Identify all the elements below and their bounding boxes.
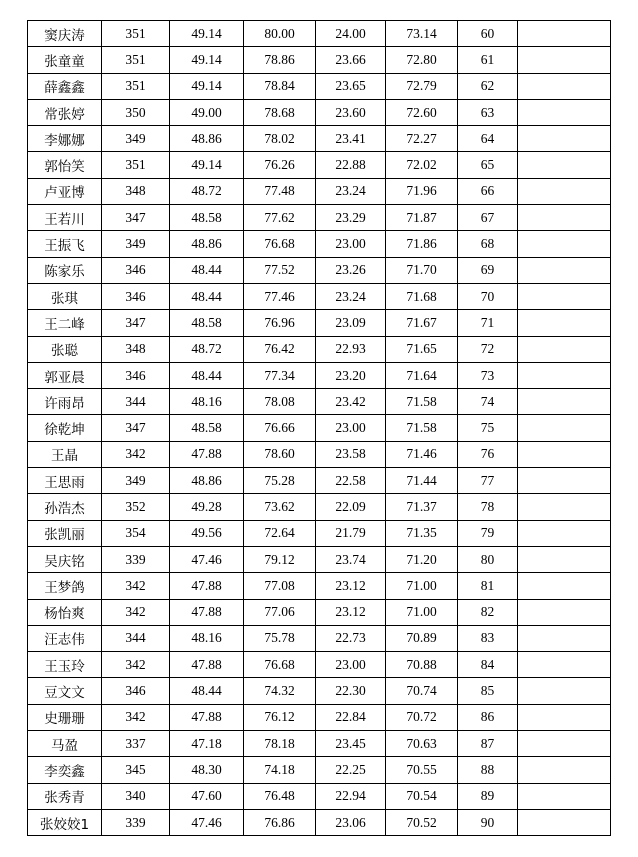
- composite-score-cell: 73.14: [386, 21, 458, 47]
- candidate-name-cell: 王二峰: [28, 310, 102, 336]
- weighted-written-score-cell: 48.58: [170, 310, 244, 336]
- composite-score-cell: 70.88: [386, 652, 458, 678]
- interview-score-cell: 78.86: [244, 47, 316, 73]
- composite-score-cell: 71.20: [386, 546, 458, 572]
- composite-score-cell: 72.79: [386, 73, 458, 99]
- weighted-interview-score-cell: 23.66: [316, 47, 386, 73]
- written-total-cell: 349: [102, 231, 170, 257]
- table-row: [28, 546, 611, 572]
- weighted-interview-score-cell: 23.58: [316, 441, 386, 467]
- rank-cell: 75: [458, 415, 518, 441]
- written-total-cell: 345: [102, 757, 170, 783]
- composite-score-cell: 70.52: [386, 809, 458, 835]
- weighted-interview-score-cell: 23.26: [316, 257, 386, 283]
- rank-cell: 74: [458, 389, 518, 415]
- remark-cell: [518, 573, 611, 599]
- remark-cell: [518, 468, 611, 494]
- candidate-name-cell: 窦庆涛: [28, 21, 102, 47]
- weighted-written-score-cell: 48.44: [170, 257, 244, 283]
- composite-score-cell: 70.55: [386, 757, 458, 783]
- weighted-interview-score-cell: 22.30: [316, 678, 386, 704]
- weighted-interview-score-cell: 22.94: [316, 783, 386, 809]
- rank-cell: 90: [458, 809, 518, 835]
- rank-cell: 66: [458, 178, 518, 204]
- interview-score-cell: 78.18: [244, 731, 316, 757]
- candidate-name-cell: 常张婷: [28, 99, 102, 125]
- rank-cell: 70: [458, 283, 518, 309]
- table-row: [28, 310, 611, 336]
- rank-cell: 85: [458, 678, 518, 704]
- composite-score-cell: 70.63: [386, 731, 458, 757]
- rank-cell: 82: [458, 599, 518, 625]
- weighted-written-score-cell: 49.00: [170, 99, 244, 125]
- remark-cell: [518, 152, 611, 178]
- candidate-name-cell: 汪志伟: [28, 625, 102, 651]
- table-row: [28, 599, 611, 625]
- candidate-name-cell: 李娜娜: [28, 126, 102, 152]
- composite-score-cell: 71.46: [386, 441, 458, 467]
- table-row: [28, 573, 611, 599]
- rank-cell: 71: [458, 310, 518, 336]
- remark-cell: [518, 126, 611, 152]
- candidate-name-cell: 孙浩杰: [28, 494, 102, 520]
- remark-cell: [518, 205, 611, 231]
- written-total-cell: 339: [102, 809, 170, 835]
- rank-cell: 73: [458, 362, 518, 388]
- composite-score-cell: 70.72: [386, 704, 458, 730]
- remark-cell: [518, 283, 611, 309]
- composite-score-cell: 71.00: [386, 573, 458, 599]
- weighted-written-score-cell: 48.72: [170, 336, 244, 362]
- weighted-written-score-cell: 47.88: [170, 652, 244, 678]
- table-row: [28, 783, 611, 809]
- written-total-cell: 342: [102, 652, 170, 678]
- interview-score-cell: 76.42: [244, 336, 316, 362]
- composite-score-cell: 72.80: [386, 47, 458, 73]
- written-total-cell: 344: [102, 625, 170, 651]
- written-total-cell: 351: [102, 73, 170, 99]
- composite-score-cell: 70.54: [386, 783, 458, 809]
- weighted-written-score-cell: 49.14: [170, 73, 244, 99]
- weighted-written-score-cell: 47.46: [170, 809, 244, 835]
- rank-cell: 89: [458, 783, 518, 809]
- weighted-written-score-cell: 49.14: [170, 152, 244, 178]
- candidate-name-cell: 王晶: [28, 441, 102, 467]
- weighted-interview-score-cell: 23.29: [316, 205, 386, 231]
- table-row: [28, 652, 611, 678]
- interview-score-cell: 77.48: [244, 178, 316, 204]
- rank-cell: 60: [458, 21, 518, 47]
- written-total-cell: 349: [102, 126, 170, 152]
- interview-score-cell: 74.32: [244, 678, 316, 704]
- rank-cell: 81: [458, 573, 518, 599]
- table-row: [28, 21, 611, 47]
- interview-score-cell: 77.06: [244, 599, 316, 625]
- remark-cell: [518, 310, 611, 336]
- composite-score-cell: 71.65: [386, 336, 458, 362]
- table-row: [28, 205, 611, 231]
- interview-score-cell: 78.08: [244, 389, 316, 415]
- weighted-interview-score-cell: 23.41: [316, 126, 386, 152]
- table-row: [28, 520, 611, 546]
- rank-cell: 79: [458, 520, 518, 546]
- rank-cell: 67: [458, 205, 518, 231]
- score-table: [27, 20, 611, 836]
- rank-cell: 63: [458, 99, 518, 125]
- remark-cell: [518, 257, 611, 283]
- rank-cell: 61: [458, 47, 518, 73]
- composite-score-cell: 71.64: [386, 362, 458, 388]
- table-row: [28, 336, 611, 362]
- weighted-interview-score-cell: 23.24: [316, 178, 386, 204]
- candidate-name-cell: 张秀青: [28, 783, 102, 809]
- written-total-cell: 348: [102, 178, 170, 204]
- remark-cell: [518, 415, 611, 441]
- rank-cell: 88: [458, 757, 518, 783]
- weighted-written-score-cell: 47.60: [170, 783, 244, 809]
- weighted-written-score-cell: 49.28: [170, 494, 244, 520]
- composite-score-cell: 71.35: [386, 520, 458, 546]
- weighted-written-score-cell: 49.14: [170, 21, 244, 47]
- candidate-name-cell: 郭亚晨: [28, 362, 102, 388]
- written-total-cell: 342: [102, 599, 170, 625]
- table-row: [28, 257, 611, 283]
- interview-score-cell: 80.00: [244, 21, 316, 47]
- weighted-interview-score-cell: 23.20: [316, 362, 386, 388]
- weighted-written-score-cell: 47.88: [170, 704, 244, 730]
- written-total-cell: 346: [102, 362, 170, 388]
- interview-score-cell: 76.96: [244, 310, 316, 336]
- rank-cell: 80: [458, 546, 518, 572]
- candidate-name-cell: 豆文文: [28, 678, 102, 704]
- written-total-cell: 349: [102, 468, 170, 494]
- remark-cell: [518, 783, 611, 809]
- remark-cell: [518, 231, 611, 257]
- weighted-interview-score-cell: 23.74: [316, 546, 386, 572]
- composite-score-cell: 70.89: [386, 625, 458, 651]
- remark-cell: [518, 178, 611, 204]
- rank-cell: 76: [458, 441, 518, 467]
- table-row: [28, 389, 611, 415]
- rank-cell: 65: [458, 152, 518, 178]
- composite-score-cell: 72.02: [386, 152, 458, 178]
- table-row: [28, 152, 611, 178]
- composite-score-cell: 72.60: [386, 99, 458, 125]
- weighted-interview-score-cell: 23.45: [316, 731, 386, 757]
- interview-score-cell: 78.84: [244, 73, 316, 99]
- composite-score-cell: 71.70: [386, 257, 458, 283]
- composite-score-cell: 71.68: [386, 283, 458, 309]
- weighted-written-score-cell: 49.14: [170, 47, 244, 73]
- interview-score-cell: 77.08: [244, 573, 316, 599]
- candidate-name-cell: 王玉玲: [28, 652, 102, 678]
- remark-cell: [518, 494, 611, 520]
- weighted-written-score-cell: 49.56: [170, 520, 244, 546]
- written-total-cell: 340: [102, 783, 170, 809]
- table-row: [28, 494, 611, 520]
- interview-score-cell: 76.66: [244, 415, 316, 441]
- table-row: [28, 178, 611, 204]
- interview-score-cell: 72.64: [244, 520, 316, 546]
- weighted-written-score-cell: 48.58: [170, 415, 244, 441]
- remark-cell: [518, 21, 611, 47]
- weighted-interview-score-cell: 23.09: [316, 310, 386, 336]
- table-row: [28, 126, 611, 152]
- weighted-written-score-cell: 47.18: [170, 731, 244, 757]
- written-total-cell: 342: [102, 704, 170, 730]
- weighted-written-score-cell: 48.72: [170, 178, 244, 204]
- candidate-name-cell: 张琪: [28, 283, 102, 309]
- interview-score-cell: 78.02: [244, 126, 316, 152]
- rank-cell: 68: [458, 231, 518, 257]
- table-row: [28, 47, 611, 73]
- written-total-cell: 348: [102, 336, 170, 362]
- written-total-cell: 347: [102, 310, 170, 336]
- remark-cell: [518, 599, 611, 625]
- rank-cell: 84: [458, 652, 518, 678]
- interview-score-cell: 76.26: [244, 152, 316, 178]
- candidate-name-cell: 卢亚博: [28, 178, 102, 204]
- written-total-cell: 339: [102, 546, 170, 572]
- remark-cell: [518, 678, 611, 704]
- weighted-written-score-cell: 48.30: [170, 757, 244, 783]
- composite-score-cell: 71.00: [386, 599, 458, 625]
- candidate-name-cell: 王若川: [28, 205, 102, 231]
- candidate-name-cell: 薛鑫鑫: [28, 73, 102, 99]
- table-row: [28, 704, 611, 730]
- candidate-name-cell: 王思雨: [28, 468, 102, 494]
- written-total-cell: 342: [102, 573, 170, 599]
- candidate-name-cell: 吴庆铭: [28, 546, 102, 572]
- interview-score-cell: 74.18: [244, 757, 316, 783]
- remark-cell: [518, 652, 611, 678]
- rank-cell: 86: [458, 704, 518, 730]
- written-total-cell: 346: [102, 678, 170, 704]
- table-row: [28, 757, 611, 783]
- table-row: [28, 362, 611, 388]
- written-total-cell: 352: [102, 494, 170, 520]
- composite-score-cell: 71.96: [386, 178, 458, 204]
- interview-score-cell: 76.48: [244, 783, 316, 809]
- weighted-interview-score-cell: 23.65: [316, 73, 386, 99]
- weighted-interview-score-cell: 23.00: [316, 231, 386, 257]
- table-body: [28, 21, 611, 836]
- remark-cell: [518, 625, 611, 651]
- rank-cell: 83: [458, 625, 518, 651]
- written-total-cell: 342: [102, 441, 170, 467]
- interview-score-cell: 78.60: [244, 441, 316, 467]
- interview-score-cell: 76.68: [244, 652, 316, 678]
- weighted-written-score-cell: 47.88: [170, 441, 244, 467]
- table-row: [28, 731, 611, 757]
- candidate-name-cell: 张姣姣1: [28, 809, 102, 835]
- weighted-written-score-cell: 48.86: [170, 231, 244, 257]
- candidate-name-cell: 杨怡爽: [28, 599, 102, 625]
- candidate-name-cell: 许雨昂: [28, 389, 102, 415]
- interview-score-cell: 77.34: [244, 362, 316, 388]
- weighted-interview-score-cell: 23.00: [316, 415, 386, 441]
- table-row: [28, 678, 611, 704]
- table-row: [28, 415, 611, 441]
- table-row: [28, 441, 611, 467]
- written-total-cell: 346: [102, 257, 170, 283]
- weighted-interview-score-cell: 23.12: [316, 573, 386, 599]
- candidate-name-cell: 张聪: [28, 336, 102, 362]
- remark-cell: [518, 73, 611, 99]
- written-total-cell: 354: [102, 520, 170, 546]
- rank-cell: 78: [458, 494, 518, 520]
- remark-cell: [518, 704, 611, 730]
- interview-score-cell: 79.12: [244, 546, 316, 572]
- table-row: [28, 99, 611, 125]
- weighted-interview-score-cell: 22.88: [316, 152, 386, 178]
- composite-score-cell: 71.44: [386, 468, 458, 494]
- weighted-interview-score-cell: 22.09: [316, 494, 386, 520]
- table-row: [28, 73, 611, 99]
- table-row: [28, 468, 611, 494]
- remark-cell: [518, 757, 611, 783]
- remark-cell: [518, 546, 611, 572]
- written-total-cell: 347: [102, 205, 170, 231]
- composite-score-cell: 71.58: [386, 389, 458, 415]
- candidate-name-cell: 陈家乐: [28, 257, 102, 283]
- interview-score-cell: 75.78: [244, 625, 316, 651]
- interview-score-cell: 75.28: [244, 468, 316, 494]
- remark-cell: [518, 809, 611, 835]
- weighted-interview-score-cell: 23.42: [316, 389, 386, 415]
- interview-score-cell: 77.46: [244, 283, 316, 309]
- composite-score-cell: 70.74: [386, 678, 458, 704]
- weighted-written-score-cell: 47.88: [170, 573, 244, 599]
- candidate-name-cell: 王梦鸽: [28, 573, 102, 599]
- weighted-interview-score-cell: 22.25: [316, 757, 386, 783]
- weighted-written-score-cell: 47.46: [170, 546, 244, 572]
- rank-cell: 62: [458, 73, 518, 99]
- rank-cell: 72: [458, 336, 518, 362]
- remark-cell: [518, 336, 611, 362]
- candidate-name-cell: 郭怡笑: [28, 152, 102, 178]
- weighted-interview-score-cell: 22.73: [316, 625, 386, 651]
- weighted-interview-score-cell: 23.06: [316, 809, 386, 835]
- remark-cell: [518, 389, 611, 415]
- written-total-cell: 351: [102, 152, 170, 178]
- interview-score-cell: 76.86: [244, 809, 316, 835]
- interview-score-cell: 73.62: [244, 494, 316, 520]
- written-total-cell: 344: [102, 389, 170, 415]
- table-row: [28, 625, 611, 651]
- remark-cell: [518, 731, 611, 757]
- weighted-interview-score-cell: 23.12: [316, 599, 386, 625]
- remark-cell: [518, 520, 611, 546]
- composite-score-cell: 71.58: [386, 415, 458, 441]
- interview-score-cell: 78.68: [244, 99, 316, 125]
- weighted-written-score-cell: 48.44: [170, 362, 244, 388]
- rank-cell: 87: [458, 731, 518, 757]
- written-total-cell: 346: [102, 283, 170, 309]
- candidate-name-cell: 徐乾坤: [28, 415, 102, 441]
- weighted-written-score-cell: 48.86: [170, 126, 244, 152]
- candidate-name-cell: 张童童: [28, 47, 102, 73]
- remark-cell: [518, 47, 611, 73]
- composite-score-cell: 71.37: [386, 494, 458, 520]
- weighted-interview-score-cell: 23.00: [316, 652, 386, 678]
- table-row: [28, 809, 611, 835]
- composite-score-cell: 71.86: [386, 231, 458, 257]
- rank-cell: 64: [458, 126, 518, 152]
- remark-cell: [518, 362, 611, 388]
- written-total-cell: 351: [102, 47, 170, 73]
- candidate-name-cell: 张凯丽: [28, 520, 102, 546]
- interview-score-cell: 77.62: [244, 205, 316, 231]
- weighted-interview-score-cell: 22.84: [316, 704, 386, 730]
- table-row: [28, 283, 611, 309]
- remark-cell: [518, 99, 611, 125]
- written-total-cell: 347: [102, 415, 170, 441]
- candidate-name-cell: 李奕鑫: [28, 757, 102, 783]
- weighted-interview-score-cell: 24.00: [316, 21, 386, 47]
- candidate-name-cell: 王振飞: [28, 231, 102, 257]
- table-row: [28, 231, 611, 257]
- weighted-written-score-cell: 48.44: [170, 283, 244, 309]
- weighted-written-score-cell: 48.44: [170, 678, 244, 704]
- written-total-cell: 337: [102, 731, 170, 757]
- candidate-name-cell: 马盈: [28, 731, 102, 757]
- written-total-cell: 351: [102, 21, 170, 47]
- interview-score-cell: 77.52: [244, 257, 316, 283]
- remark-cell: [518, 441, 611, 467]
- composite-score-cell: 71.87: [386, 205, 458, 231]
- weighted-interview-score-cell: 23.24: [316, 283, 386, 309]
- weighted-interview-score-cell: 21.79: [316, 520, 386, 546]
- interview-score-cell: 76.12: [244, 704, 316, 730]
- weighted-written-score-cell: 48.16: [170, 389, 244, 415]
- composite-score-cell: 72.27: [386, 126, 458, 152]
- weighted-interview-score-cell: 23.60: [316, 99, 386, 125]
- written-total-cell: 350: [102, 99, 170, 125]
- weighted-written-score-cell: 48.86: [170, 468, 244, 494]
- candidate-name-cell: 史珊珊: [28, 704, 102, 730]
- rank-cell: 77: [458, 468, 518, 494]
- rank-cell: 69: [458, 257, 518, 283]
- weighted-written-score-cell: 48.16: [170, 625, 244, 651]
- weighted-written-score-cell: 48.58: [170, 205, 244, 231]
- composite-score-cell: 71.67: [386, 310, 458, 336]
- weighted-interview-score-cell: 22.58: [316, 468, 386, 494]
- interview-score-cell: 76.68: [244, 231, 316, 257]
- weighted-written-score-cell: 47.88: [170, 599, 244, 625]
- weighted-interview-score-cell: 22.93: [316, 336, 386, 362]
